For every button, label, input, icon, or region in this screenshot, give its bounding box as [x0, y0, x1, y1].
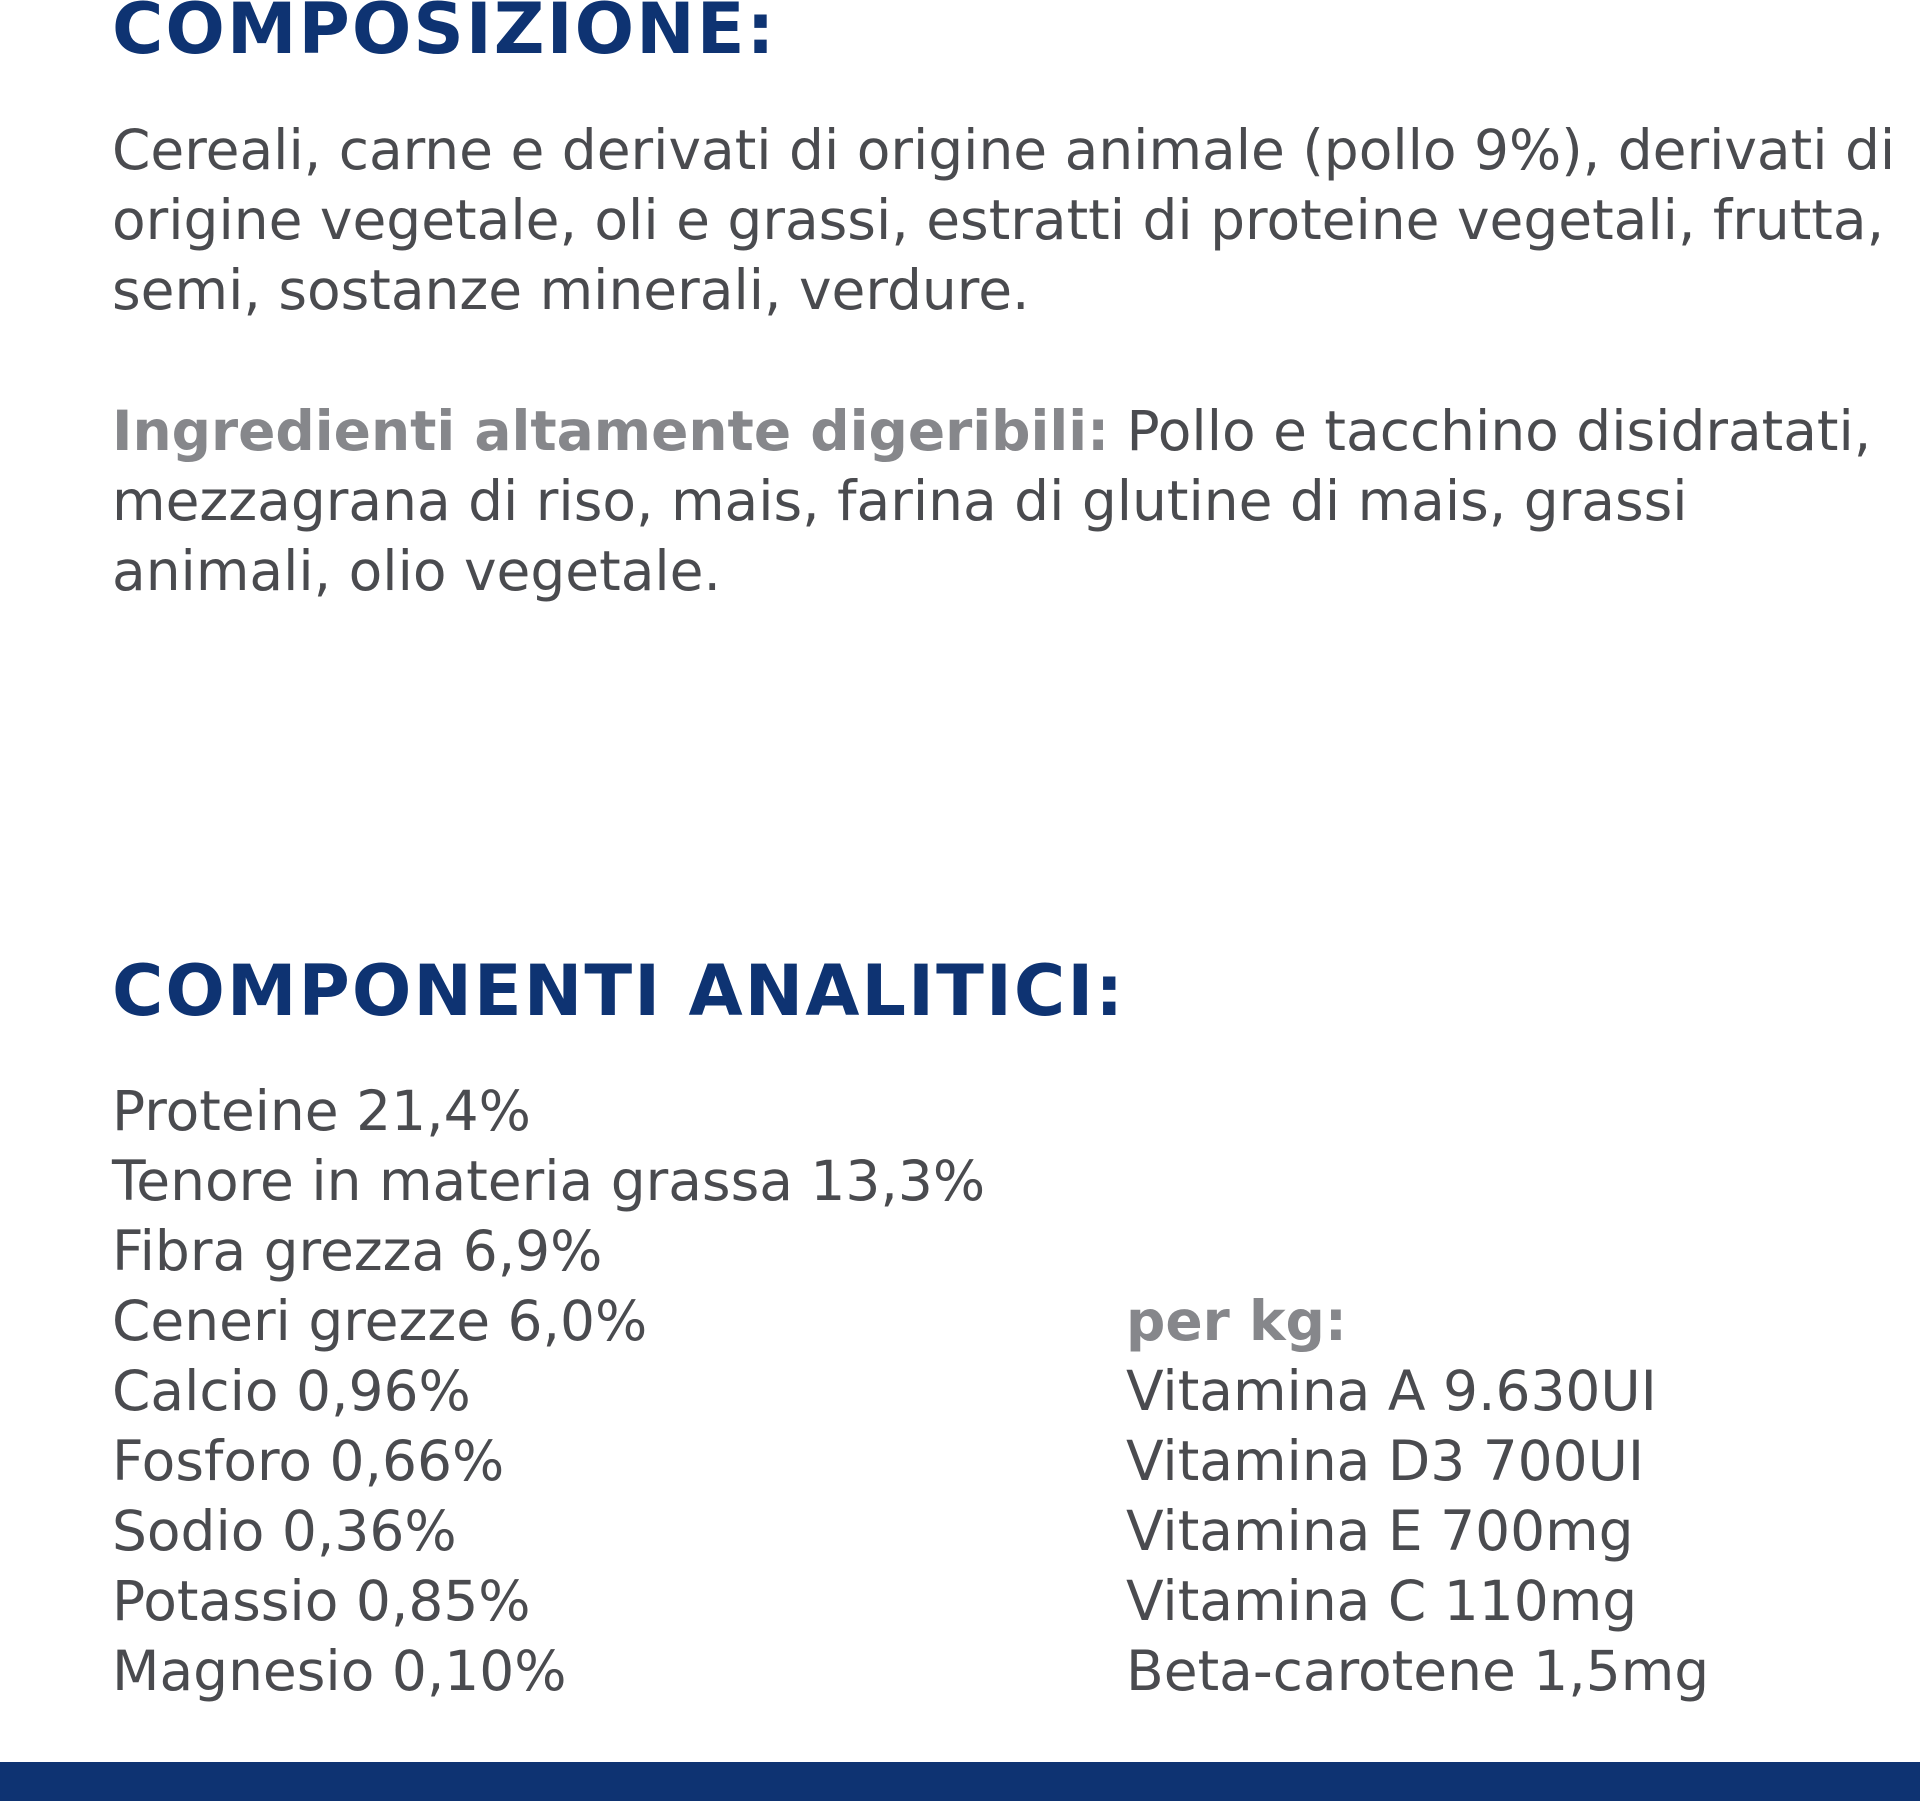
list-item: Calcio 0,96% [112, 1359, 471, 1423]
list-item: Magnesio 0,10% [112, 1639, 567, 1703]
list-item: Sodio 0,36% [112, 1499, 457, 1563]
per-kg-block [1126, 1286, 1709, 1706]
composition-heading: COMPOSIZIONE: [112, 0, 777, 70]
digestible-ingredients-paragraph [112, 396, 1902, 606]
list-item: Potassio 0,85% [112, 1569, 531, 1633]
composition-text: Cereali, carne e derivati di origine animale (pollo 9%), derivati di origine vegetale, oli e grassi, estratti di proteine vegetali, frutta, semi, sostanze minerali, verdure. [112, 118, 1896, 322]
footer-bar [0, 1762, 1920, 1801]
list-item: Proteine 21,4% [112, 1079, 531, 1143]
list-item: Fibra grezza 6,9% [112, 1219, 603, 1283]
analytics-heading: COMPONENTI ANALITICI: [112, 950, 1126, 1032]
per-kg-label: per kg: [1126, 1289, 1347, 1353]
vitamins-list [1126, 1356, 1709, 1706]
list-item: Fosforo 0,66% [112, 1429, 505, 1493]
list-item: Vitamina D3 700UI [1126, 1429, 1645, 1493]
analytic-components-list [112, 1076, 985, 1706]
list-item: Tenore in materia grassa 13,3% [112, 1149, 986, 1213]
digestible-ingredients-label: Ingredienti altamente digeribili: [112, 399, 1110, 463]
list-item: Vitamina E 700mg [1126, 1499, 1634, 1563]
digestible-ingredients-text: Pollo e tacchino disidratati, mezzagrana di riso, mais, farina di glutine di mais, grassi animali, olio vegetale. [112, 399, 1872, 603]
list-item: Vitamina C 110mg [1126, 1569, 1638, 1633]
list-item: Ceneri grezze 6,0% [112, 1289, 648, 1353]
list-item: Beta-carotene 1,5mg [1126, 1639, 1710, 1703]
list-item: Vitamina A 9.630UI [1126, 1359, 1657, 1423]
